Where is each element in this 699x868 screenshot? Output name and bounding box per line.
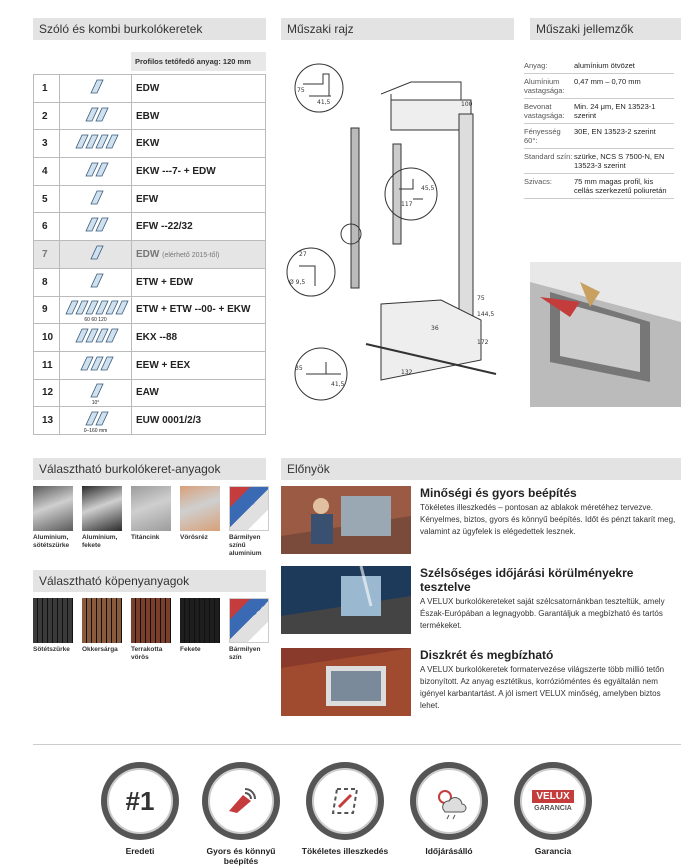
table-row	[34, 185, 266, 213]
dimension-label: Ø 9,5	[289, 279, 306, 286]
flashing-icon	[60, 407, 132, 435]
original-label: Eredeti	[125, 846, 155, 856]
spec-key: Alumínium vastagsága:	[524, 77, 565, 95]
row-number: 2	[34, 102, 60, 130]
benefit-1-title: Minőségi és gyors beépítés	[420, 486, 577, 500]
velux-logo-text: VELUX	[532, 790, 573, 803]
flashing-icon	[60, 75, 132, 103]
table-row	[34, 324, 266, 352]
row-number: 10	[34, 324, 60, 352]
table-row	[34, 241, 266, 269]
flashing-icon	[60, 268, 132, 296]
table-row	[34, 296, 266, 324]
frame-code	[132, 130, 266, 158]
material-swatch	[131, 598, 171, 662]
row-number: 3	[34, 130, 60, 158]
table-row	[34, 158, 266, 186]
dimension-label: 132	[401, 369, 413, 376]
spec-value: szürke, NCS S 7500-N, EN 13523-3 szerint	[574, 152, 665, 170]
swatch-label: Terrakotta vörös	[131, 646, 163, 661]
swatch-color	[131, 598, 171, 643]
weather-label: Időjárásálló	[425, 846, 473, 856]
original-badge	[101, 762, 179, 840]
frame-code-text: EFW --22/32	[136, 221, 193, 233]
swatch-color	[180, 598, 220, 643]
spec-row	[524, 99, 674, 124]
frame-code-text: EKW ---7- + EDW	[136, 165, 216, 177]
row-number: 7	[34, 241, 60, 269]
spec-row	[524, 124, 674, 149]
flashing-icon	[60, 324, 132, 352]
availability-note: (elérhető 2015-től)	[162, 251, 220, 259]
roof-illustration	[530, 262, 681, 407]
swatch-label: Bármilyen színű alumínium	[229, 534, 262, 557]
spec-row	[524, 58, 674, 74]
number-one-icon: #1	[125, 785, 155, 816]
flashing-icon	[60, 213, 132, 241]
row-number: 5	[34, 185, 60, 213]
row-number: 4	[34, 158, 60, 186]
guarantee-label: Garancia	[534, 846, 572, 856]
spec-row	[524, 149, 674, 174]
divider	[33, 744, 681, 745]
spec-value: 30E, EN 13523-2 szerint	[574, 127, 656, 136]
dimension-label: 35	[295, 365, 303, 372]
table-row	[34, 130, 266, 158]
swatch-color	[33, 486, 73, 531]
material-swatch	[229, 598, 269, 662]
benefit-3-title: Diszkrét és megbízható	[420, 648, 554, 662]
swatch-color	[229, 486, 269, 531]
row-number: 12	[34, 379, 60, 407]
flashing-icon	[60, 185, 132, 213]
icon-dimension-label: 0–160 mm	[83, 427, 108, 434]
dimension-label: 75	[477, 295, 485, 302]
installer-photo	[281, 486, 411, 554]
frame-code-text: EFW	[136, 193, 159, 205]
frame-code	[132, 268, 266, 296]
swatch-label: Alumínium, fekete	[82, 534, 118, 549]
dimension-label: 75	[297, 87, 305, 94]
table-row	[34, 268, 266, 296]
material-swatch	[33, 486, 73, 558]
swatch-label: Sötétszürke	[33, 646, 70, 653]
material-swatch	[33, 598, 73, 662]
benefit-1-text: Tökéletes illeszkedés – pontosan az ablakok méretéhez tervezve. Kényelmes, biztos, gyors és könnyű beépítés. Időt és pénzt takarít meg, valamint az ügyfelek is elégedettek lesznek.	[420, 503, 676, 536]
dimension-label: 41,5	[331, 381, 345, 388]
dimension-label: 144,5	[477, 311, 495, 318]
spec-key: Anyag:	[524, 61, 548, 70]
fit-label: Tökéletes illeszkedés	[301, 846, 389, 856]
weather-icon	[429, 781, 469, 821]
detail-circle-left	[287, 248, 335, 296]
frame-code	[132, 102, 266, 130]
dimension-label: 117	[401, 201, 413, 208]
installation-label: Gyors és könnyű beépítés	[206, 846, 276, 866]
frame-code	[132, 213, 266, 241]
benefit-2	[420, 566, 680, 632]
drawing-panel-title: Műszaki rajz	[281, 18, 514, 40]
benefit-2-text: A VELUX burkolókereteket saját szélcsatornánkban teszteltük, amely Észak-Európában a legnagyobb. Garantáljuk a megbízható és tartós termékeket.	[420, 597, 665, 630]
frame-materials-title: Választható burkolókeret-anyagok	[33, 458, 266, 480]
frame-code-text: ETW + ETW --00- + EKW	[136, 304, 251, 316]
benefit-1	[420, 486, 680, 538]
guarantee-badge	[514, 762, 592, 840]
cover-swatches	[33, 598, 269, 662]
spec-row	[524, 74, 674, 99]
frame-code-text: EDW	[136, 248, 160, 260]
row-number: 8	[34, 268, 60, 296]
material-swatch	[180, 486, 220, 558]
dimension-label: 41,5	[317, 99, 331, 106]
spec-key: Standard szín:	[524, 152, 573, 161]
frame-code	[132, 351, 266, 379]
spec-key: Szivacs:	[524, 177, 552, 186]
table-row	[34, 351, 266, 379]
frame-code	[132, 241, 266, 269]
swatch-color	[131, 486, 171, 531]
swatch-label: Bármilyen szín	[229, 646, 261, 661]
spec-value: 0,47 mm – 0,70 mm	[574, 77, 641, 86]
frame-code	[132, 379, 266, 407]
frame-code	[132, 75, 266, 103]
frame-code	[132, 185, 266, 213]
row-number: 6	[34, 213, 60, 241]
frame-swatches	[33, 486, 269, 558]
dimension-label: 172	[477, 339, 489, 346]
spec-value: 75 mm magas profil, kis cellás szerkezetű poliuretán	[574, 177, 667, 195]
dimension-label: 27	[299, 251, 307, 258]
frame-code-text: EEW + EEX	[136, 359, 191, 371]
swatch-color	[180, 486, 220, 531]
swatch-color	[33, 598, 73, 643]
table-row	[34, 407, 266, 435]
fit-icon	[325, 781, 365, 821]
flashing-icon	[60, 351, 132, 379]
table-subheader: Profilos tetőfedő anyag: 120 mm	[131, 52, 266, 71]
icon-dimension-label: 60 60 120	[84, 316, 107, 323]
swatch-color	[82, 598, 122, 643]
cover-materials-title: Választható köpenyanyagok	[33, 570, 266, 592]
swatch-label: Fekete	[180, 646, 201, 653]
dimension-label: 36	[431, 325, 439, 332]
row-number: 11	[34, 351, 60, 379]
benefit-3	[420, 648, 680, 712]
icon-dimension-label: 10°	[91, 399, 100, 406]
table-row	[34, 379, 266, 407]
spec-value: Min. 24 μm, EN 13523-1 szerint	[574, 102, 656, 120]
frame-code-text: EBW	[136, 110, 160, 122]
frame-code	[132, 296, 266, 324]
fit-badge	[306, 762, 384, 840]
frame-code-text: EUW 0001/2/3	[136, 415, 202, 427]
table-row	[34, 102, 266, 130]
roof-window-photo	[281, 648, 411, 716]
material-swatch	[82, 486, 122, 558]
material-swatch	[180, 598, 220, 662]
flashing-icon	[60, 158, 132, 186]
wind-tunnel-photo	[281, 566, 411, 634]
material-swatch	[82, 598, 122, 662]
table-row	[34, 213, 266, 241]
specs-panel-title: Műszaki jellemzők	[530, 18, 681, 40]
spec-key: Bevonat vastagsága:	[524, 102, 565, 120]
dimension-label: 45,5	[421, 185, 435, 192]
swatch-color	[82, 486, 122, 531]
table-row	[34, 75, 266, 103]
flashing-icon	[60, 130, 132, 158]
flashing-icon	[60, 102, 132, 130]
flashing-icon	[60, 296, 132, 324]
guarantee-text: GARANCIA	[534, 805, 572, 812]
benefit-3-text: A VELUX burkolókeretek formatervezése világszerte több millió tetőn bizonyított. Az anyag esztétikus, korrózióméntes és egyáltalán nem igényel karbantartást. A jól ismert VELUX minőség, amelyben biztos lehet.	[420, 665, 665, 710]
flashing-icon	[60, 241, 132, 269]
frames-table	[33, 74, 266, 435]
row-number: 9	[34, 296, 60, 324]
frame-code-text: EKW	[136, 138, 160, 150]
installation-badge	[202, 762, 280, 840]
frame-code-text: EKX --88	[136, 332, 178, 344]
frame-code-text: EAW	[136, 387, 159, 399]
swatch-label: Okkersárga	[82, 646, 118, 653]
installation-icon	[221, 781, 261, 821]
weather-badge	[410, 762, 488, 840]
frame-code-text: ETW + EDW	[136, 276, 193, 288]
benefits-title: Előnyök	[281, 458, 681, 480]
frame-code	[132, 407, 266, 435]
spec-key: Fényesség 60°:	[524, 127, 561, 145]
swatch-color	[229, 598, 269, 643]
flashing-icon	[60, 379, 132, 407]
frames-panel-title: Szóló és kombi burkolókeretek	[33, 18, 266, 40]
row-number: 1	[34, 75, 60, 103]
spec-value: alumínium ötvözet	[574, 61, 635, 70]
benefit-2-title: Szélsőséges időjárási körülményekre tesztelve	[420, 566, 634, 594]
spec-row	[524, 174, 674, 199]
material-swatch	[131, 486, 171, 558]
frame-code	[132, 324, 266, 352]
swatch-label: Titáncink	[131, 534, 160, 541]
swatch-label: Vörösréz	[180, 534, 208, 541]
row-number: 13	[34, 407, 60, 435]
material-swatch	[229, 486, 269, 558]
frame-code-text: EDW	[136, 82, 160, 94]
technical-drawing	[281, 44, 514, 414]
swatch-label: Alumínium, sötétszürke	[33, 534, 70, 549]
frame-code	[132, 158, 266, 186]
specs-list	[524, 58, 674, 199]
dimension-label: 100	[461, 101, 473, 108]
